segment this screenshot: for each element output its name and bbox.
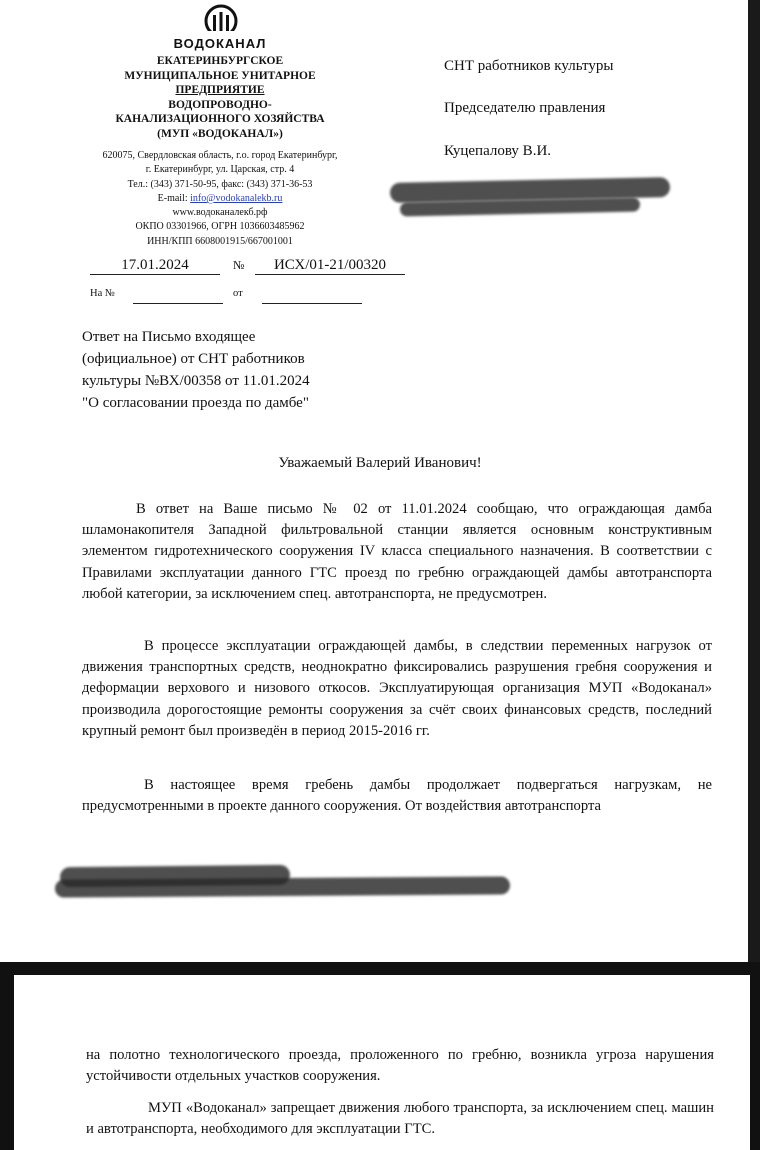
redacted-footer-2 (55, 876, 510, 897)
okpo-line: ОКПО 03301966, ОГРН 1036603485962 (135, 221, 305, 233)
phone-line: Тел.: (343) 371-50-95, факс: (343) 371-36-53 (127, 178, 313, 190)
number-sign: № (233, 258, 245, 272)
paragraph-4: на полотно технологического проезда, проложенного по гребню, возникла угроза нарушения устойчивости отдельных участков сооружения. (86, 1047, 714, 1085)
greeting: Уважаемый Валерий Иванович! (278, 455, 482, 471)
recipient-position: Председателю правления (444, 100, 606, 116)
recipient-name: Куцепалову В.И. (444, 143, 552, 159)
paragraph-5: МУП «Водоканал» запрещает движения любого транспорта, за исключением спец. машин и автотранспорта, необходимого для эксплуатации ГТС. (86, 1100, 714, 1138)
outgoing-number: ИСХ/01-21/00320 (255, 257, 405, 275)
letter-page-2 (14, 975, 750, 1150)
website-line: www.водоканалекб.рф (172, 207, 268, 219)
organization-name: ЕКАТЕРИНБУРГСКОЕ МУНИЦИПАЛЬНОЕ УНИТАРНОЕ ПРЕДПРИЯТИЕ ВОДОПРОВОДНО- КАНАЛИЗАЦИОННОГО ХОЗЯЙСТВА (МУП «ВОДОКАНАЛ») (115, 55, 325, 140)
email-line: E-mail: info@vodokanalekb.ru (157, 192, 283, 204)
reference-number-blank (133, 302, 223, 304)
page-edge (748, 0, 760, 962)
email-link[interactable]: info@vodokanalekb.ru (190, 192, 283, 204)
address-line-2: г. Екатеринбург, ул. Царская, стр. 4 (145, 164, 295, 176)
reference-from-label: от (233, 288, 243, 299)
address-line-1: 620075, Свердловская область, г.о. город Екатеринбург, (102, 150, 338, 161)
letter-date: 17.01.2024 (90, 257, 220, 275)
brand-name: ВОДОКАНАЛ (173, 36, 267, 51)
recipient-organization: СНТ работников культуры (444, 58, 614, 74)
reference-date-blank (262, 302, 362, 304)
letter-subject: Ответ на Письмо входящее (официальное) от СНТ работников культуры №ВХ/00358 от 11.01.2024 "О согласовании проезда по дамбе" (82, 329, 310, 411)
paragraph-1: В ответ на Ваше письмо № 02 от 11.01.2024 сообщаю, что ограждающая дамба шламонакопителя Западной фильтровальной станции является основным конструктивным элементом гидротехнического сооружения IV класса специального назначения. В соответствии с Правилами эксплуатации данного ГТС проезд по гребню ограждающей дамбы автотранспорта любой категории, за исключением спец. автотранспорта, не предусмотрен. (82, 501, 712, 602)
paragraph-3: В настоящее время гребень дамбы продолжает подвергаться нагрузкам, не предусмотренными в проекте данного сооружения. От воздействия автотранспорта (82, 777, 712, 815)
paragraph-2: В процессе эксплуатации ограждающей дамбы, в следствии переменных нагрузок от движения транспортных средств, неоднократно фиксировались разрушения гребня сооружения и деформации верхового и низового откосов. Эксплуатирующая организация МУП «Водоканал» производила дорогостоящие ремонты сооружения за счёт своих финансовых средств, последний крупный ремонт был произведён в период 2015-2016 гг. (82, 638, 712, 739)
vodokanal-logo-icon (204, 4, 238, 38)
reference-label: На № (90, 288, 115, 299)
organization-contacts (60, 149, 380, 249)
inn-line: ИНН/КПП 6608001915/667001001 (147, 235, 293, 247)
